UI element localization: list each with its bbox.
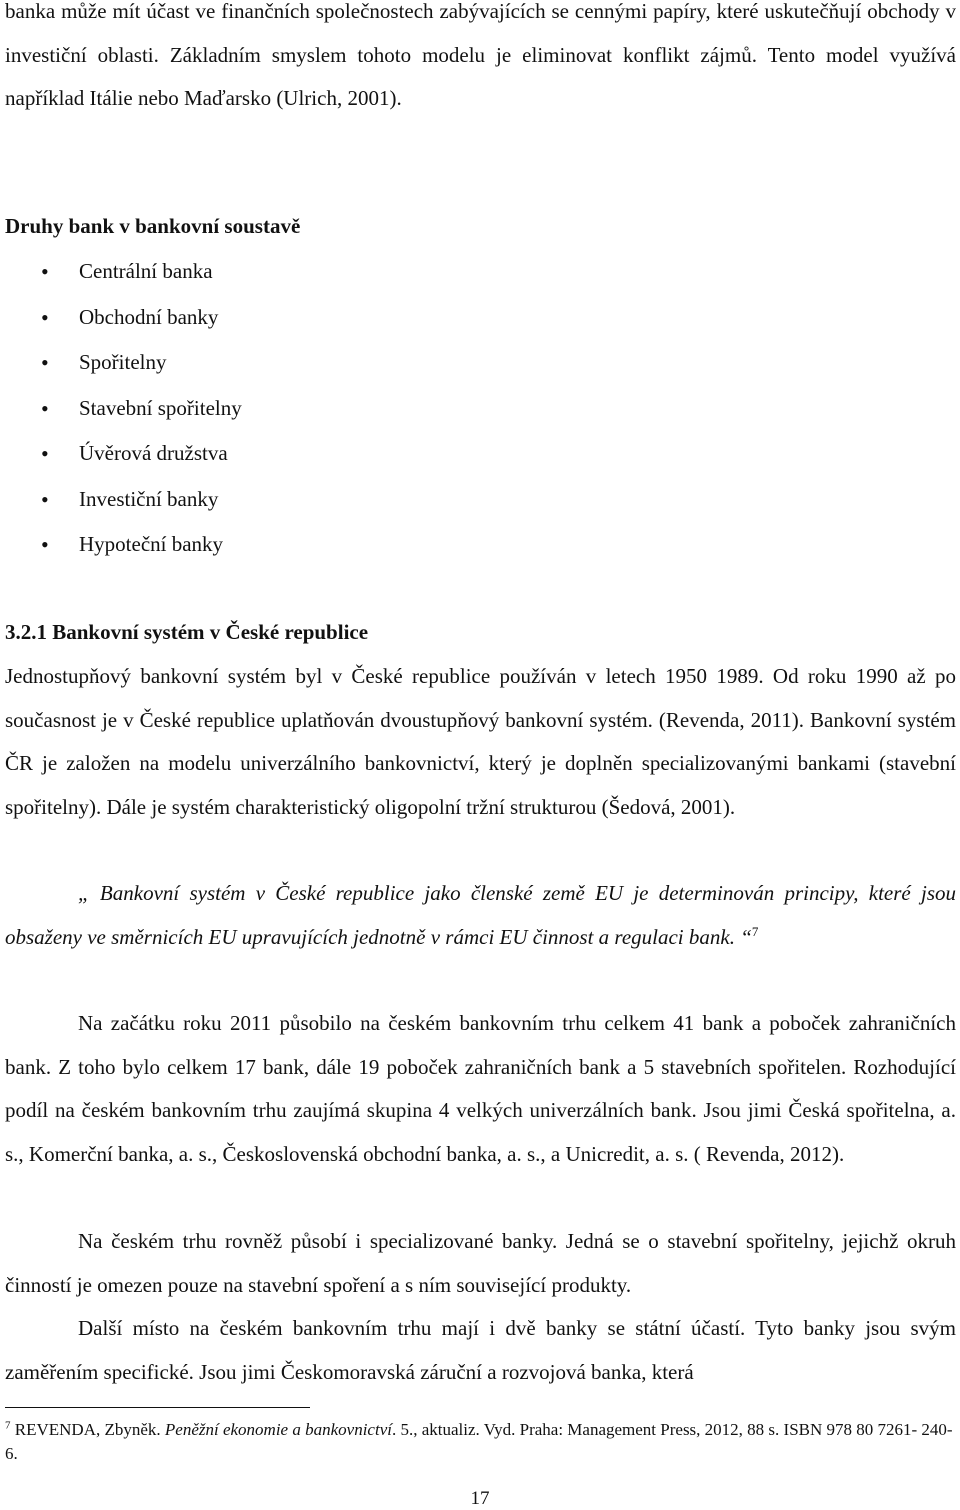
bank-types-list: [5, 249, 605, 568]
paragraph-specialized-banks: Na českém trhu rovněž působí i specializované banky. Jedná se o stavební spořitelny, jejichž okruh činností je omezen pouze na stavební spoření a s ním související produkty.: [5, 1229, 956, 1297]
footnote: [5, 1418, 956, 1466]
list-heading: Druhy bank v bankovní soustavě: [5, 214, 301, 238]
footnote-reference: 7: [751, 923, 759, 939]
list-item: • Úvěrová družstva: [5, 431, 605, 477]
list-item: • Stavební spořitelny: [5, 386, 605, 432]
list-item: • Centrální banka: [5, 249, 605, 295]
list-item: • Obchodní banky: [5, 295, 605, 341]
page-number: 17: [470, 1488, 490, 1509]
list-item: • Spořitelny: [5, 340, 605, 386]
footnote-details: . 5., aktualiz. Vyd. Praha: Management Press, 2012, 88 s. ISBN 978 80 7261- 240- 6.: [5, 1420, 953, 1463]
list-item: • Investiční banky: [5, 477, 605, 523]
footnote-number: 7: [5, 1419, 11, 1432]
footnote-author: REVENDA, Zbyněk.: [14, 1420, 161, 1439]
quote-text: „ Bankovní systém v České republice jako členské země EU je determinován principy, které jsou obsaženy ve směrnicích EU upravujících jednotně v rámci EU činnost a regulaci bank. “: [5, 881, 956, 949]
paragraph-bank-count: Na začátku roku 2011 působilo na českém bankovním trhu celkem 41 bank a poboček zahraničních bank. Z toho bylo celkem 17 bank, dále 19 poboček zahraničních bank a 5 stavebních spořitelen. Rozhodující podíl na českém bankovním trhu zaujímá skupina 4 velkých univerzálních bank. Jsou jimi Česká spořitelna, a. s., Komerční banka, a. s., Československá obchodní banka, a. s., a Unicredit, a. s. ( Revenda, 2012).: [5, 1011, 956, 1166]
footnote-separator: [5, 1407, 310, 1408]
section-heading: 3.2.1 Bankovní systém v České republice: [5, 620, 369, 644]
quote-paragraph: [5, 872, 956, 959]
paragraph-banking-system: Jednostupňový bankovní systém byl v České republice používán v letech 1950 1989. Od roku 1990 až po současnost je v České republice uplatňován dvoustupňový bankovní systém. (Revenda, 2011). Bankovní systém ČR je založen na modelu univerzálního bankovnictví, který je doplněn specializovanými bankami (stavební spořitelny). Dále je systém charakteristický oligopolní tržní strukturou (Šedová, 2001).: [5, 664, 956, 819]
intro-paragraph: banka může mít účast ve finančních společnostech zabývajících se cennými papíry, které uskutečňují obchody v investiční oblasti. Základním smyslem tohoto modelu je eliminovat konflikt zájmů. Tento model využívá například Itálie nebo Maďarsko (Ulrich, 2001).: [5, 0, 956, 110]
paragraph-state-banks: Další místo na českém bankovním trhu mají i dvě banky se státní účastí. Tyto banky jsou svým zaměřením specifické. Jsou jimi Českomoravská záruční a rozvojová banka, která: [5, 1316, 956, 1384]
list-item: • Hypoteční banky: [5, 522, 605, 568]
footnote-title: Peněžní ekonomie a bankovnictví: [164, 1420, 392, 1439]
